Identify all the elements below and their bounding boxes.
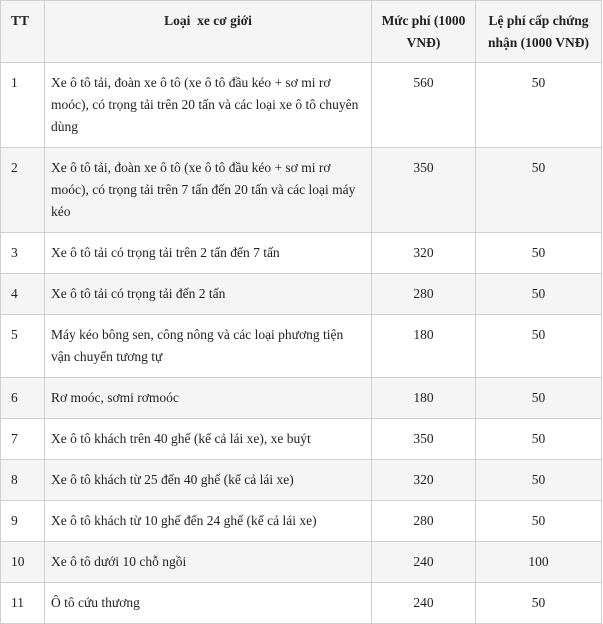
row-tt-cell: 11 bbox=[1, 583, 45, 624]
row-fee-cell: 560 bbox=[372, 63, 476, 148]
row-vehicle-type-cell: Xe ô tô dưới 10 chỗ ngồi bbox=[45, 542, 372, 583]
row-cert-fee-cell: 50 bbox=[476, 583, 602, 624]
row-vehicle-type-cell: Xe ô tô tải, đoàn xe ô tô (xe ô tô đầu kéo + sơ mi rơ moóc), có trọng tải trên 20 tấn và các loại xe ô tô chuyên dùng bbox=[45, 63, 372, 148]
row-cert-fee-cell: 50 bbox=[476, 419, 602, 460]
row-cert-fee-cell: 50 bbox=[476, 501, 602, 542]
row-tt-cell: 5 bbox=[1, 315, 45, 378]
row-fee-cell: 350 bbox=[372, 419, 476, 460]
row-fee-cell: 320 bbox=[372, 233, 476, 274]
row-fee-cell: 180 bbox=[372, 315, 476, 378]
table-row bbox=[1, 501, 602, 542]
row-vehicle-type-cell: Xe ô tô khách trên 40 ghế (kể cả lái xe), xe buýt bbox=[45, 419, 372, 460]
row-cert-fee-cell: 50 bbox=[476, 233, 602, 274]
row-tt-cell: 9 bbox=[1, 501, 45, 542]
row-fee-cell: 350 bbox=[372, 148, 476, 233]
row-cert-fee-cell: 50 bbox=[476, 460, 602, 501]
header-fee: Mức phí (1000 VNĐ) bbox=[372, 1, 476, 63]
row-cert-fee-cell: 50 bbox=[476, 378, 602, 419]
row-tt-cell: 7 bbox=[1, 419, 45, 460]
row-cert-fee-cell: 50 bbox=[476, 315, 602, 378]
row-cert-fee-cell: 50 bbox=[476, 63, 602, 148]
row-tt-cell: 4 bbox=[1, 274, 45, 315]
table-row bbox=[1, 460, 602, 501]
row-fee-cell: 280 bbox=[372, 501, 476, 542]
row-vehicle-type-cell: Xe ô tô tải có trọng tải đến 2 tấn bbox=[45, 274, 372, 315]
row-cert-fee-cell: 100 bbox=[476, 542, 602, 583]
row-tt-cell: 1 bbox=[1, 63, 45, 148]
table-row bbox=[1, 583, 602, 624]
table-row bbox=[1, 542, 602, 583]
row-fee-cell: 280 bbox=[372, 274, 476, 315]
table-row bbox=[1, 63, 602, 148]
row-tt-cell: 8 bbox=[1, 460, 45, 501]
header-vehicle-type: Loại xe cơ giới bbox=[45, 1, 372, 63]
row-fee-cell: 240 bbox=[372, 583, 476, 624]
table-row bbox=[1, 419, 602, 460]
row-vehicle-type-cell: Rơ moóc, sơmi rơmoóc bbox=[45, 378, 372, 419]
row-vehicle-type-cell: Ô tô cứu thương bbox=[45, 583, 372, 624]
row-cert-fee-cell: 50 bbox=[476, 274, 602, 315]
table-body bbox=[1, 63, 602, 624]
row-tt-cell: 3 bbox=[1, 233, 45, 274]
row-vehicle-type-cell: Xe ô tô tải, đoàn xe ô tô (xe ô tô đầu kéo + sơ mi rơ moóc), có trọng tải trên 7 tấn đến 20 tấn và các loại máy kéo bbox=[45, 148, 372, 233]
row-tt-cell: 2 bbox=[1, 148, 45, 233]
table-row bbox=[1, 315, 602, 378]
header-tt: TT bbox=[1, 1, 45, 63]
row-vehicle-type-cell: Xe ô tô tải có trọng tải trên 2 tấn đến 7 tấn bbox=[45, 233, 372, 274]
header-cert-fee: Lệ phí cấp chứng nhận (1000 VNĐ) bbox=[476, 1, 602, 63]
row-vehicle-type-cell: Xe ô tô khách từ 10 ghế đến 24 ghế (kể cả lái xe) bbox=[45, 501, 372, 542]
header-row bbox=[1, 1, 602, 63]
row-fee-cell: 320 bbox=[372, 460, 476, 501]
row-cert-fee-cell: 50 bbox=[476, 148, 602, 233]
row-fee-cell: 180 bbox=[372, 378, 476, 419]
table-row bbox=[1, 233, 602, 274]
table-row bbox=[1, 274, 602, 315]
row-tt-cell: 10 bbox=[1, 542, 45, 583]
row-tt-cell: 6 bbox=[1, 378, 45, 419]
table-row bbox=[1, 378, 602, 419]
row-fee-cell: 240 bbox=[372, 542, 476, 583]
table-row bbox=[1, 148, 602, 233]
row-vehicle-type-cell: Xe ô tô khách từ 25 đến 40 ghế (kể cả lái xe) bbox=[45, 460, 372, 501]
row-vehicle-type-cell: Máy kéo bông sen, công nông và các loại phương tiện vận chuyển tương tự bbox=[45, 315, 372, 378]
